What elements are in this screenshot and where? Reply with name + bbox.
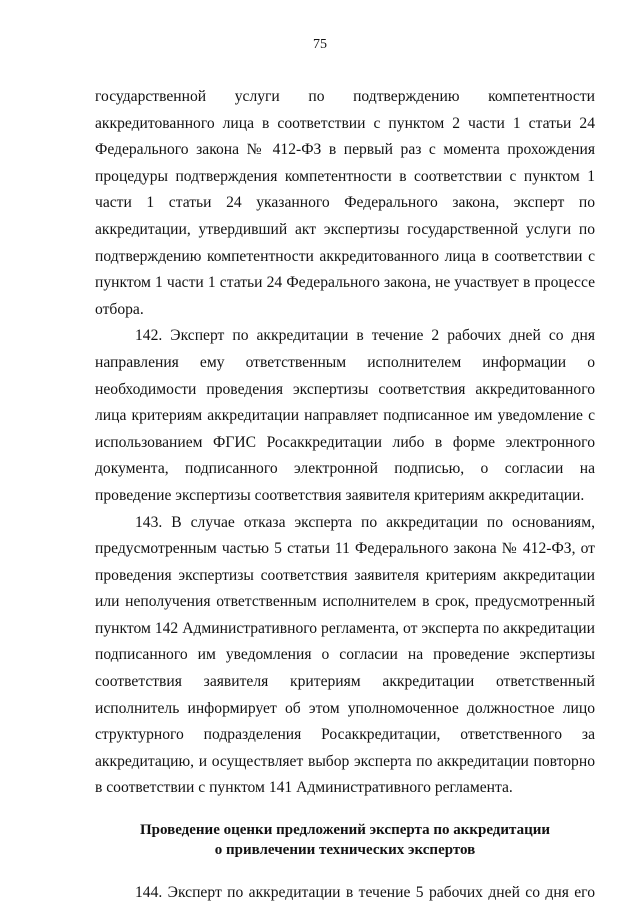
paragraph-144: 144. Эксперт по аккредитации в течение 5 рабочих дней со дня его (135, 884, 595, 902)
document-body (95, 84, 595, 907)
section-heading-line-2: о привлечении технических экспертов (214, 842, 476, 859)
paragraph-142: 142. Эксперт по аккредитации в течение 2 рабочих дней со дня направления ему ответственным исполнителем информации о необходимости проведения экспертизы соответствия аккредитованного лица критериям аккредитации направляет подписанное им уведомление с использованием ФГИС Росаккредитации либо в форме электронного документа, подписанного электронной подписью, о согласии на проведение экспертизы соответствия заявителя критериям аккредитации. (95, 327, 595, 504)
section-heading (95, 820, 595, 860)
section-heading-line-1: Проведение оценки предложений эксперта по аккредитации (139, 822, 551, 839)
page-number: 75 (313, 37, 327, 52)
paragraph-continuation: государственной услуги по подтверждению компетентности аккредитованного лица в соответствии с пунктом 2 части 1 статьи 24 Федерального закона № 412-ФЗ в первый раз с момента прохождения процедуры подтверждения компетентности в соответствии с пунктом 1 части 1 статьи 24 указанного Федерального закона, эксперт по аккредитации, утвердивший акт экспертизы государственной услуги по подтверждению компетентности аккредитованного лица в соответствии с пунктом 1 части 1 статьи 24 Федерального закона, не участвует в процессе отбора. (95, 88, 595, 318)
paragraph-143: 143. В случае отказа эксперта по аккредитации по основаниям, предусмотренным частью 5 статьи 11 Федерального закона № 412-ФЗ, от проведения экспертизы соответствия заявителя критериям аккредитации или неполучения ответственным исполнителем в срок, предусмотренный пунктом 142 Административного регламента, от эксперта по аккредитации подписанного им уведомления о согласии на проведение экспертизы соответствия заявителя критериям аккредитации ответственный исполнитель информирует об этом уполномоченное должностное лицо структурного подразделения Росаккредитации, ответственного за аккредитацию, и осуществляет выбор эксперта по аккредитации повторно в соответствии с пунктом 141 Административного регламента. (95, 513, 595, 797)
